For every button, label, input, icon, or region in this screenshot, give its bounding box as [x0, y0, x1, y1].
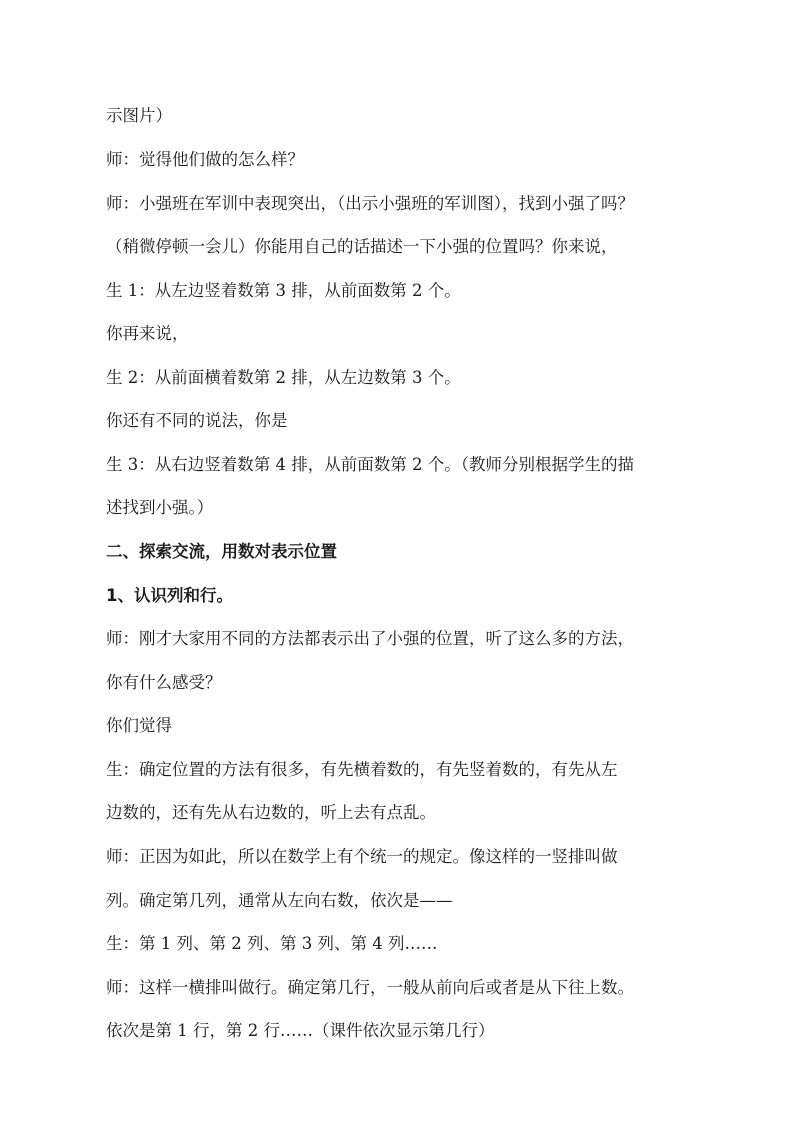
text-line: 边数的，还有先从右边数的，听上去有点乱。 — [106, 803, 436, 822]
subsection-heading: 1、认识列和行。 — [106, 586, 233, 605]
text-line: （稍微停顿一会儿）你能用自己的话描述一下小强的位置吗？你来说， — [106, 237, 618, 256]
text-line: 依次是第 1 行，第 2 行……（课件依次显示第几行） — [106, 1021, 495, 1040]
text-line: 列。确定第几列，通常从左向右数，依次是—— — [106, 891, 453, 910]
text-line: 师：这样一横排叫做行。确定第几行，一般从前向后或者是从下往上数。 — [106, 978, 634, 997]
text-line: 你们觉得 — [106, 716, 172, 735]
text-line: 示图片） — [106, 106, 172, 125]
text-line: 生 3：从右边竖着数第 4 排，从前面数第 2 个。（教师分别根据学生的描 — [106, 455, 634, 474]
text-line: 师：刚才大家用不同的方法都表示出了小强的位置，听了这么多的方法， — [106, 629, 634, 648]
text-line: 生 2：从前面横着数第 2 排，从左边数第 3 个。 — [106, 368, 461, 387]
text-line: 师：小强班在军训中表现突出，（出示小强班的军训图），找到小强了吗？ — [106, 194, 634, 213]
text-line: 你再来说， — [106, 324, 189, 343]
text-line: 生：确定位置的方法有很多，有先横着数的，有先竖着数的，有先从左 — [106, 760, 618, 779]
section-heading: 二、探索交流，用数对表示位置 — [106, 542, 337, 561]
text-line: 生 1：从左边竖着数第 3 排，从前面数第 2 个。 — [106, 281, 461, 300]
text-line: 生：第 1 列、第 2 列、第 3 列、第 4 列…… — [106, 934, 438, 953]
text-line: 你还有不同的说法，你是 — [106, 411, 288, 430]
text-line: 师：正因为如此，所以在数学上有个统一的规定。像这样的一竖排叫做 — [106, 847, 618, 866]
text-line: 师：觉得他们做的怎么样？ — [106, 150, 304, 169]
text-line: 你有什么感受？ — [106, 673, 222, 692]
text-line: 述找到小强。） — [106, 498, 214, 517]
